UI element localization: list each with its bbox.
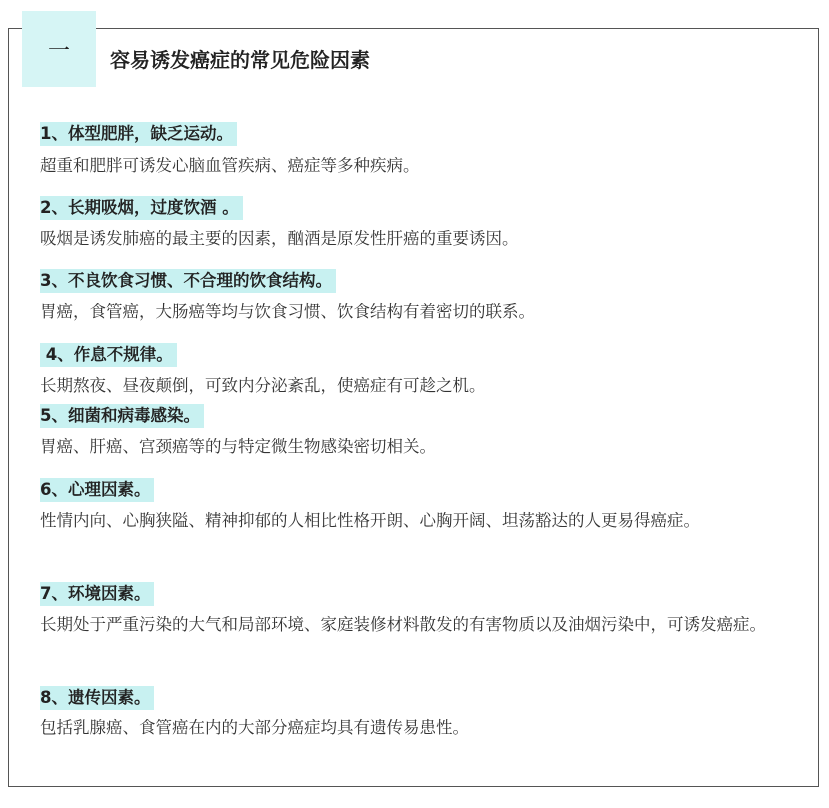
item-6-title: 6、心理因素。 <box>40 478 154 502</box>
item-7-title: 7、环境因素。 <box>40 582 154 606</box>
item-7-text: 长期处于严重污染的大气和局部环境、家庭装修材料散发的有害物质以及油烟污染中，可诱发癌症。 <box>40 615 766 634</box>
item-5-text: 胃癌、肝癌、宫颈癌等的与特定微生物感染密切相关。 <box>40 437 436 456</box>
section-title: 容易诱发癌症的常见危险因素 <box>110 48 370 72</box>
item-4-title: 4、作息不规律。 <box>40 343 177 367</box>
section-number-badge <box>22 11 96 87</box>
item-1-text: 超重和肥胖可诱发心脑血管疾病、癌症等多种疾病。 <box>40 156 420 175</box>
item-2-text: 吸烟是诱发肺癌的最主要的因素，酗酒是原发性肝癌的重要诱因。 <box>40 229 519 248</box>
item-3-title: 3、不良饮食习惯、不合理的饮食结构。 <box>40 269 336 293</box>
item-5-title: 5、细菌和病毒感染。 <box>40 404 204 428</box>
item-3-text: 胃癌，食管癌，大肠癌等均与饮食习惯、饮食结构有着密切的联系。 <box>40 302 535 321</box>
item-2-title: 2、长期吸烟，过度饮酒 。 <box>40 196 243 220</box>
section-number: 一 <box>47 38 70 64</box>
item-8-title: 8、遗传因素。 <box>40 686 154 710</box>
item-6-text: 性情内向、心胸狭隘、精神抑郁的人相比性格开朗、心胸开阔、坦荡豁达的人更易得癌症。 <box>40 511 700 530</box>
item-8-text: 包括乳腺癌、食管癌在内的大部分癌症均具有遗传易患性。 <box>40 718 469 737</box>
item-4-text: 长期熬夜、昼夜颠倒，可致内分泌紊乱，使癌症有可趁之机。 <box>40 376 486 395</box>
item-1-title: 1、体型肥胖，缺乏运动。 <box>40 122 237 146</box>
